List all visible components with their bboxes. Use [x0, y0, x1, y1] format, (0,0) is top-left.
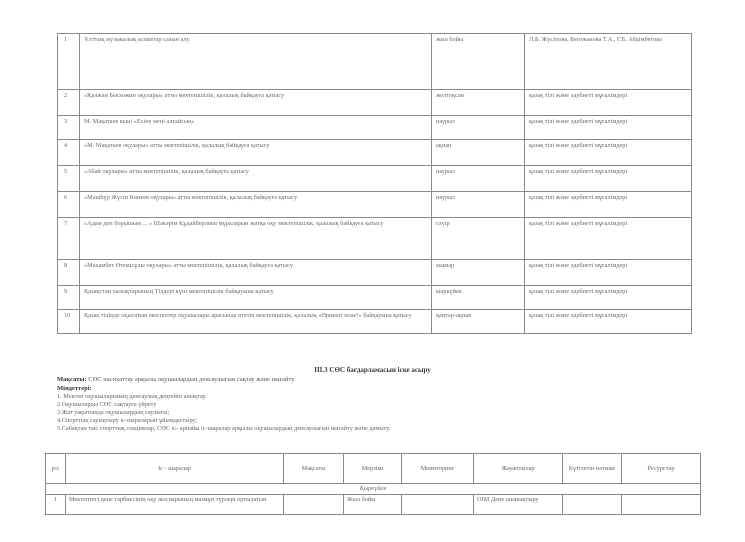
row-number: 3	[58, 116, 80, 140]
row-monitoring	[402, 495, 474, 515]
activity-header-row	[46, 454, 701, 484]
row-time: қаңтар-ақпан	[432, 310, 525, 334]
row-time: қыркүйек	[432, 286, 525, 310]
header-cell: Мерзімі	[344, 454, 402, 484]
row-time: ақпан	[432, 140, 525, 166]
table-row	[58, 90, 692, 116]
row-number: 1	[58, 34, 80, 90]
activity-table	[45, 453, 701, 515]
month-group-row	[46, 484, 701, 495]
plan-table	[57, 33, 692, 334]
table-row	[46, 495, 701, 515]
header-cell: Іс - шаралар	[66, 454, 284, 484]
table-row	[58, 166, 692, 192]
row-number: 6	[58, 192, 80, 218]
task-item: 3.Жат уақытында оқушылардың саулығы;	[57, 409, 170, 416]
header-cell: Мақсаты	[284, 454, 344, 484]
task-item: 4.Спорттық сауықтыру іс-шараларын ұйымдастыру;	[57, 417, 198, 424]
row-event: Қазақ тілінде оқытатын мектептер оқушылары арасында өтетін мектепішілік, қалалық «Өрнекті өсие!» байқауына қатысу	[80, 310, 432, 334]
table-row	[58, 34, 692, 90]
row-number: 2	[58, 90, 80, 116]
row-time: желтоқсан	[432, 90, 525, 116]
row-responsible: қазақ тілі және әдебиеті мұғалімдері	[525, 90, 692, 116]
table-row	[58, 310, 692, 334]
row-responsible: қазақ тілі және әдебиеті мұғалімдері	[525, 140, 692, 166]
table-row	[58, 116, 692, 140]
row-resources	[622, 495, 701, 515]
row-number: 7	[58, 218, 80, 260]
row-event: «Адам деп борышым ... » Шәкәрім Құдайберлиев мұраларын жатқа оқу мектепішілік, қалалық байқауға қатысу	[80, 218, 432, 260]
header-cell: Күтілетін нәтиже	[563, 454, 622, 484]
table-row	[58, 260, 692, 286]
task-item: 5.Сабақтан тыс спорттық секциялар, СӨС іс- арнайы іс-шаралар арқылы оқушылардың денсаулығын нығайту және дамыту.	[57, 425, 391, 432]
row-number: 4	[58, 140, 80, 166]
row-time: Жыл бойы	[344, 495, 402, 515]
row-event: «Мәшһүр Жүсіп Көпеев оқулары» атты мектепішілік, қалалық байқауға қатысу	[80, 192, 432, 218]
row-time: сәуір	[432, 218, 525, 260]
table-row	[58, 140, 692, 166]
row-number: 8	[58, 260, 80, 286]
row-time: наурыз	[432, 166, 525, 192]
table-row	[58, 218, 692, 260]
row-event: «Абай оқулары» атты мектепішілік, қалалық байқауға қатысу	[80, 166, 432, 192]
table-row	[58, 286, 692, 310]
row-number: 5	[58, 166, 80, 192]
row-responsible: қазақ тілі және әдебиеті мұғалімдері	[525, 116, 692, 140]
header-cell: Ресурстар	[622, 454, 701, 484]
row-goal	[284, 495, 344, 515]
header-cell: Мониторинг	[402, 454, 474, 484]
row-event: Мектептегі денe тәрбиесінің оқу жоспарының мазмұн түрлері ортылатын	[66, 495, 284, 515]
row-responsible: қазақ тілі және әдебиеті мұғалімдері	[525, 286, 692, 310]
row-time: жыл бойы	[432, 34, 525, 90]
goal-text: СӨС насихаттау арқылы оқушылардың денсаулығын сақтау және нығайту.	[88, 376, 296, 383]
row-event: М. Мақатаев кеші «Есіне мені алғайсың»	[80, 116, 432, 140]
section-title: III.3 СӨС бағдарламасын іске асыру	[314, 366, 431, 374]
row-responsible: қазақ тілі және әдебиеті мұғалімдері	[525, 218, 692, 260]
tasks-label: Міндеттері:	[57, 385, 92, 392]
row-responsible: қазақ тілі және әдебиеті мұғалімдері	[525, 166, 692, 192]
row-result	[563, 495, 622, 515]
goal-label: Мақсаты:	[57, 376, 87, 383]
row-event: Ұлттық музыкалық аспаптар сазын алу	[80, 34, 432, 90]
row-responsible: қазақ тілі және әдебиеті мұғалімдері	[525, 192, 692, 218]
row-time: наурыз	[432, 116, 525, 140]
row-event: Қазақстан халықтарының Тілдері күні мектепішілік байқауына қатысу	[80, 286, 432, 310]
table-row	[58, 192, 692, 218]
row-responsible: қазақ тілі және әдебиеті мұғалімдері	[525, 260, 692, 286]
header-cell: р/с	[46, 454, 66, 484]
row-event: «М. Мақатаев оқулары» атты мектепішілік, қалалық байқауға қатысу	[80, 140, 432, 166]
row-responsible: ОІМ Дене шынықтыру	[474, 495, 563, 515]
header-cell: Жауаптылар	[474, 454, 563, 484]
row-event: «Қалжан Бекхожин оқулары» атты мектепішілік, қалалық байқауға қатысу	[80, 90, 432, 116]
month-group-label: Қыркүйек	[46, 484, 701, 495]
task-item: 1. Мектеп оқушыларының денсаулық деңгейін анықтау.	[57, 393, 207, 400]
row-number: 1	[46, 495, 66, 515]
row-time: мамыр	[432, 260, 525, 286]
goal-line	[57, 376, 707, 383]
task-item: 2.Оқушыларды СӨС сақтауға үйрету	[57, 401, 157, 408]
row-responsible: Л.Б. Жүсіпова, Бегежанова Т.А., Г.Б. Абдімбетова	[525, 34, 692, 90]
row-responsible: қазақ тілі және әдебиеті мұғалімдері	[525, 310, 692, 334]
row-event: «Махамбет Өтемісұлы оқулары» атты мектепішілік, қалалық байқауға қатысу	[80, 260, 432, 286]
row-number: 9	[58, 286, 80, 310]
row-number: 10	[58, 310, 80, 334]
row-time: наурыз	[432, 192, 525, 218]
